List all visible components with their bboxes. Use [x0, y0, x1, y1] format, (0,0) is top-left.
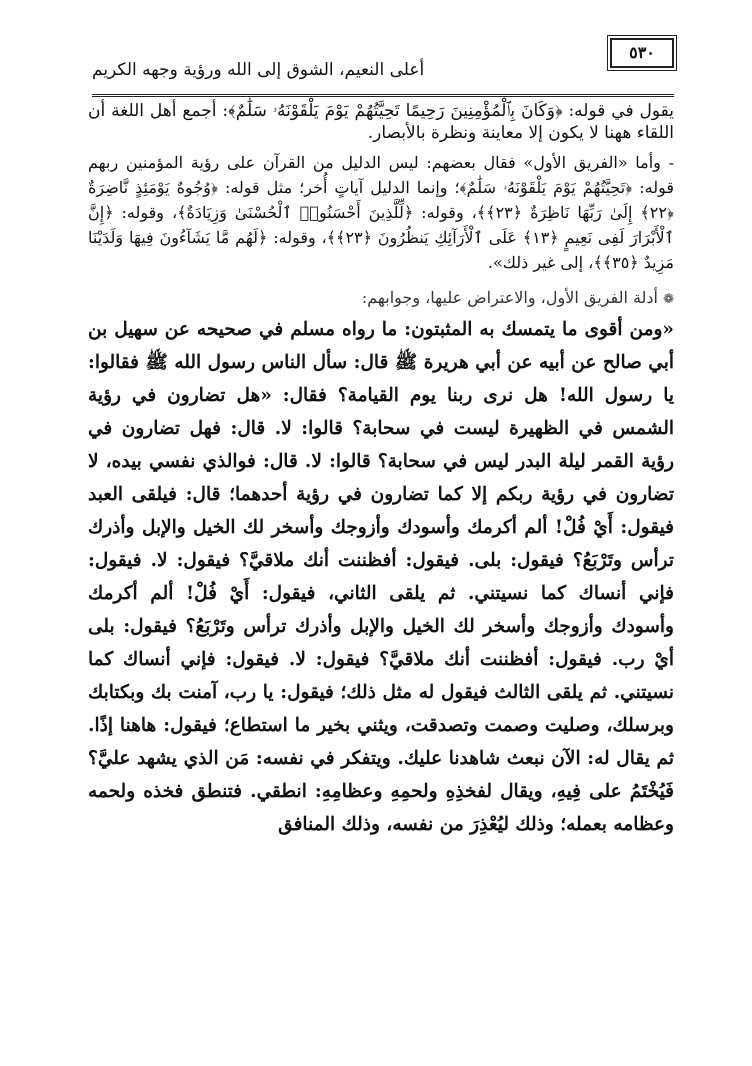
- paragraph-first-group: - وأما «الفريق الأول» فقال بعضهم: ليس الدليل من القرآن على رؤية المؤمنين ربهم قوله: ﴿تَحِيَّتُهُمْ يَوْمَ يَلْقَوْنَهُۥ سَلَٰمٌ﴾؛ وإنما الدليل آياتٍ أُخر؛ مثل قوله: ﴿وُجُوهٌ يَوْمَئِذٍ نَّاضِرَةٌ ﴿٢٢﴾ إِلَىٰ رَبِّهَا نَاظِرَةٌ ﴿٢٣﴾﴾، وقوله: ﴿لِّلَّذِينَ أَحْسَنُوا۟ ٱلْحُسْنَىٰ وَزِيَادَةٌ﴾، وقوله: ﴿إِنَّ ٱلْأَبْرَارَ لَفِى نَعِيمٍ ﴿١٣﴾ عَلَى ٱلْأَرَآئِكِ يَنظُرُونَ ﴿٢٣﴾﴾، وقوله: ﴿لَهُم مَّا يَشَآءُونَ فِيهَا وَلَدَيْنَا مَزِيدٌ ﴿٣٥﴾﴾، إلى غير ذلك».: [88, 153, 675, 272]
- paragraph-intro: يقول في قوله: ﴿وَكَانَ بِٱلْمُؤْمِنِينَ رَحِيمًا تَحِيَّتُهُمْ يَوْمَ يَلْقَوْنَهُۥ سَلَٰمٌ﴾: أجمع أهل اللغة أن اللقاء ههنا لا يكون إلا معاينة ونظرة بالأبصار.: [88, 101, 674, 143]
- flower-bullet-icon: ❁: [663, 292, 674, 307]
- body-text: [88, 100, 674, 841]
- section-heading: [88, 285, 674, 313]
- page-header: [92, 36, 674, 94]
- section-heading-text: أدلة الفريق الأول، والاعتراض عليها، وجوابهم:: [361, 288, 658, 307]
- page-number: ٥٣٠: [610, 38, 674, 68]
- paragraph-hadith: «ومن أقوى ما يتمسك به المثبتون: ما رواه مسلم في صحيحه عن سهيل بن أبي صالح عن أبيه عن أبي هريرة ﷺ قال: سأل الناس رسول الله ﷺ فقالوا: يا رسول الله! هل نرى ربنا يوم القيامة؟ فقال: «هل تضارون في رؤية الشمس في الظهيرة ليست في سحابة؟ قالوا: لا. قال: فهل تضارون في رؤية القمر ليلة البدر ليس في سحابة؟ قالوا: لا. قال: فوالذي نفسي بيده، لا تضارون في رؤية ربكم إلا كما تضارون في رؤية أحدهما؛ قال: فيلقى العبد فيقول: أَيْ فُلْ! ألم أكرمك وأسودك وأزوجك وأسخر لك الخيل والإبل وأذرك ترأس وتَرْبَعُ؟ فيقول: بلى. فيقول: أفظننت أنك ملاقيَّ؟ فيقول: لا. فيقول: فإني أنساك كما نسيتني. ثم يلقى الثاني، فيقول: أَيْ فُلْ! ألم أكرمك وأسودك وأزوجك وأسخر لك الخيل والإبل وأذرك ترأس وتَرْبَعُ؟ فيقول: بلى أيْ رب. فيقول: أفظننت أنك ملاقيَّ؟ فيقول: لا. فيقول: فإني أنساك كما نسيتني. ثم يلقى الثالث فيقول له مثل ذلك؛ فيقول: يا رب، آمنت بك وبكتابك وبرسلك، وصليت وصمت وتصدقت، ويثني بخير ما استطاع؛ فيقول: هاهنا إذًا. ثم يقال له: الآن نبعث شاهدنا عليك. ويتفكر في نفسه: مَن الذي يشهد عليَّ؟ فَيُخْتَمُ على فِيهِ، ويقال لفخذِهِ ولحمِهِ وعظامِهِ: انطقي. فتنطق فخذه ولحمه وعظامه بعمله؛ وذلك ليُعْذِرَ من نفسه، وذلك المنافق: [88, 319, 674, 835]
- header-rule: [92, 94, 674, 97]
- running-title: أعلى النعيم، الشوق إلى الله ورؤية وجهه الكريم: [92, 60, 425, 80]
